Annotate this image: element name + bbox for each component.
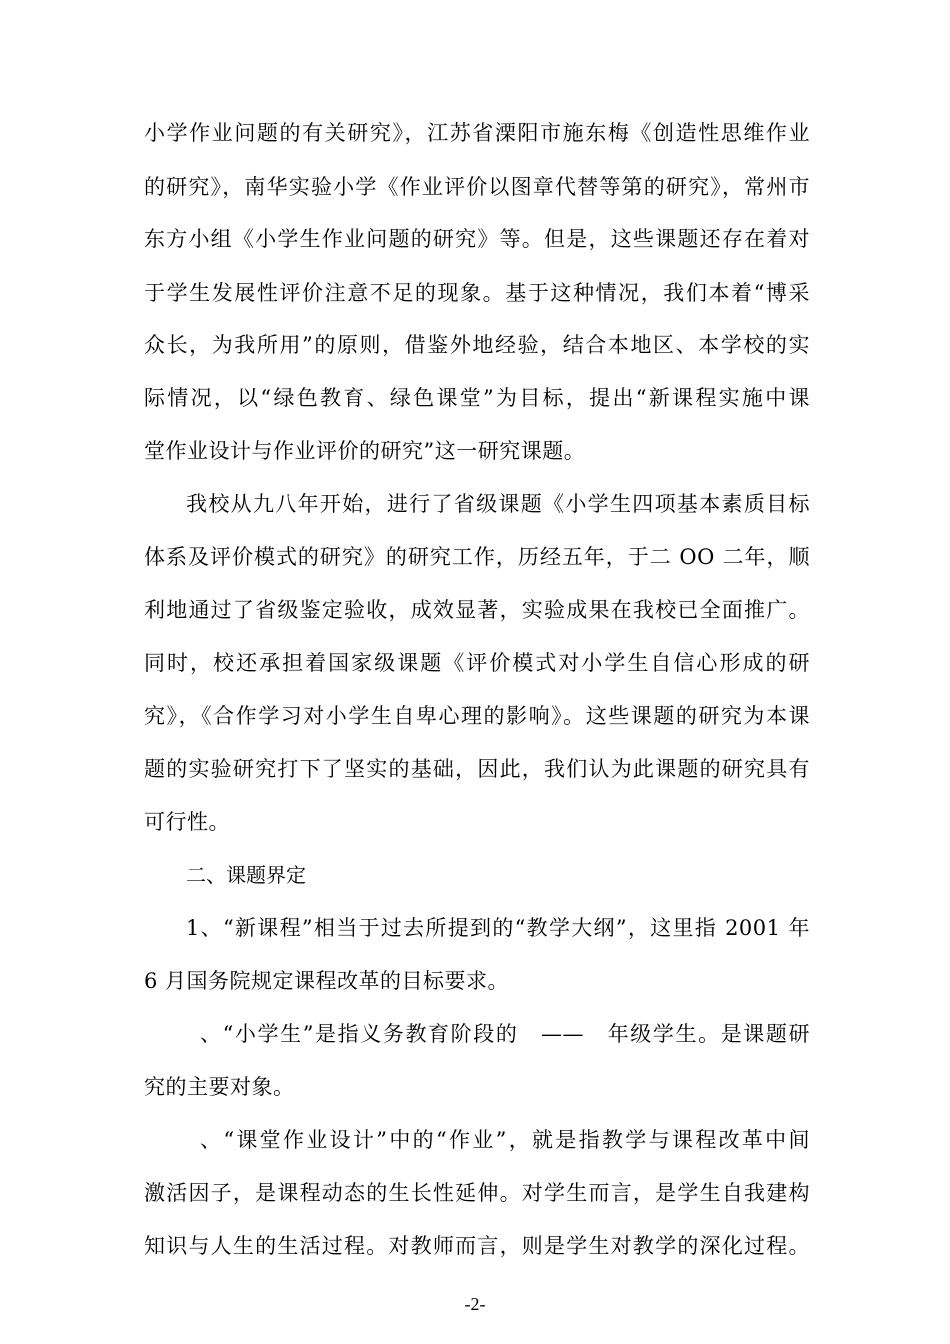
paragraph-line: 的研究》，南华实验小学《作业评价以图章代替等第的研究》，常州市 [144,175,810,199]
paragraph-line: 我校从九八年开始，进行了省级课题《小学生四项基本素质目标 [186,492,810,516]
paragraph-line: 6 月国务院规定课程改革的目标要求。 [144,969,510,993]
paragraph-line: 、“课堂作业设计”中的“作业”，就是指教学与课程改革中间 [200,1128,810,1152]
page-number: -2- [464,1294,486,1314]
paragraph-line: 小学作业问题的有关研究》，江苏省溧阳市施东梅《创造性思维作业 [144,121,810,145]
paragraph-line: 利地通过了省级鉴定验收，成效显著，实验成果在我校已全面推广。 [144,598,810,622]
paragraph-line: 激活因子，是课程动态的生长性延伸。对学生而言，是学生自我建构 [144,1181,810,1205]
paragraph-line: 可行性。 [144,810,230,834]
paragraph-line: 东方小组《小学生作业问题的研究》等。但是，这些课题还存在着对 [144,227,810,251]
section-heading: 二、课题界定 [186,863,306,887]
paragraph-line: 堂作业设计与作业评价的研究”这一研究课题。 [144,439,586,463]
paragraph-line: 知识与人生的生活过程。对教师而言，则是学生对教学的深化过程。 [144,1234,810,1258]
paragraph-line: 同时，校还承担着国家级课题《评价模式对小学生自信心形成的研 [144,651,810,675]
paragraph-line: 题的实验研究打下了坚实的基础，因此，我们认为此课题的研究具有 [144,757,810,781]
paragraph-line: 于学生发展性评价注意不足的现象。基于这种情况，我们本着“博采 [144,281,810,305]
paragraph-line: 究的主要对象。 [144,1075,295,1099]
paragraph-line: 、“小学生”是指义务教育阶段的 —— 年级学生。是课题研 [200,1022,810,1046]
paragraph-line: 众长，为我所用”的原则，借鉴外地经验，结合本地区、本学校的实 [144,333,810,357]
paragraph-line: 际情况，以“绿色教育、绿色课堂”为目标，提出“新课程实施中课 [144,386,810,410]
paragraph-line: 1、“新课程”相当于过去所提到的“教学大纲”，这里指 2001 年 [186,916,810,940]
paragraph-line: 体系及评价模式的研究》的研究工作，历经五年，于二 OO 二年，顺 [144,545,810,569]
paragraph-line: 究》，《合作学习对小学生自卑心理的影响》。这些课题的研究为本课 [144,704,810,728]
